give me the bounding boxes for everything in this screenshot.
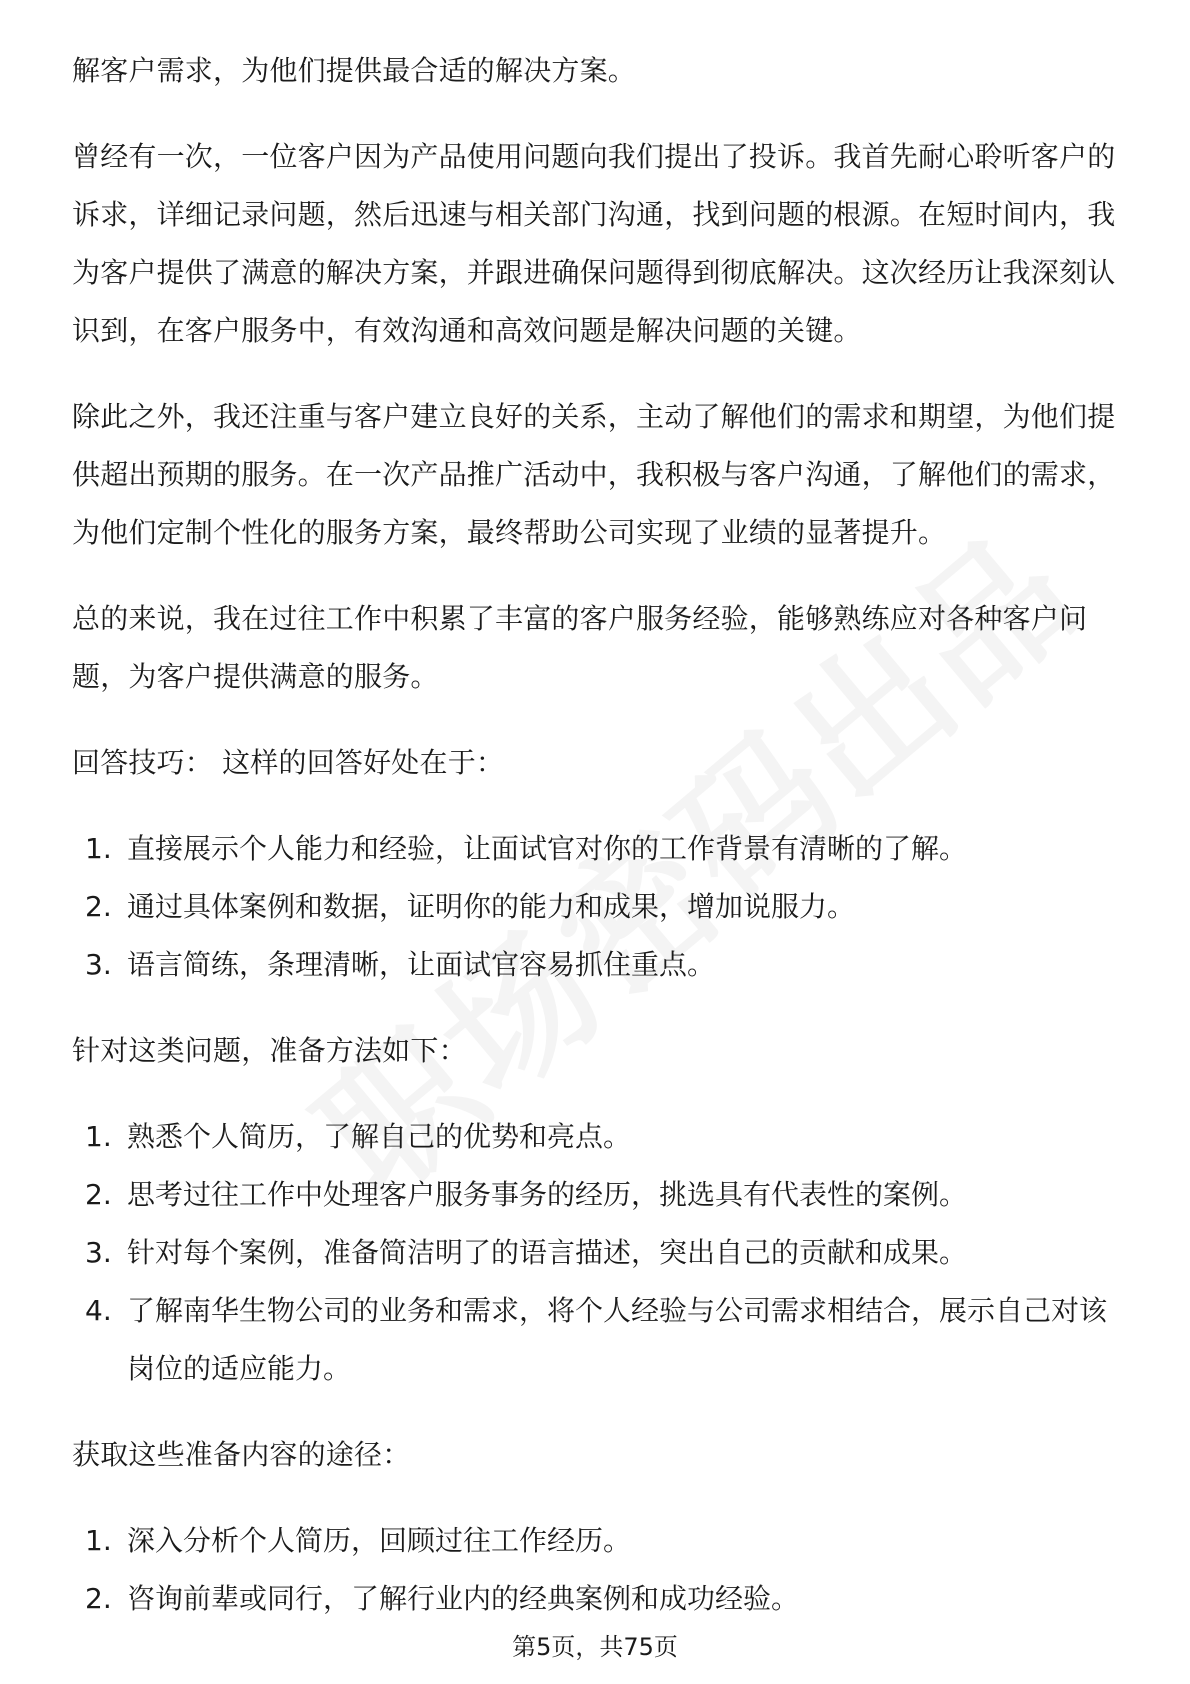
list-item: 2. 通过具体案例和数据，证明你的能力和成果，增加说服力。 bbox=[85, 890, 856, 923]
list-item: 3. 针对每个案例，准备简洁明了的语言描述，突出自己的贡献和成果。 bbox=[85, 1236, 968, 1269]
paragraph-relationship: 除此之外，我还注重与客户建立良好的关系，主动了解他们的需求和期望，为他们提供超出预期的服务。在一次产品推广活动中，我积极与客户沟通，了解他们的需求，为他们定制个性化的服务方案，最终帮助公司实现了业绩的显著提升。 bbox=[72, 400, 1116, 549]
source-heading: 获取这些准备内容的途径： bbox=[72, 1438, 411, 1471]
prep-list bbox=[72, 1108, 1118, 1398]
source-list bbox=[72, 1512, 1118, 1628]
list-item: 1. 熟悉个人简历，了解自己的优势和亮点。 bbox=[85, 1120, 632, 1153]
page-number: 第5页，共75页 bbox=[512, 1633, 678, 1661]
paragraph-complaint-case: 曾经有一次，一位客户因为产品使用问题向我们提出了投诉。我首先耐心聆听客户的诉求，详细记录问题，然后迅速与相关部门沟通，找到问题的根源。在短时间内，我为客户提供了满意的解决方案，并跟进确保问题得到彻底解决。这次经历让我深刻认识到，在客户服务中，有效沟通和高效问题是解决问题的关键。 bbox=[72, 140, 1116, 347]
tips-list bbox=[72, 820, 1118, 994]
list-item: 1. 深入分析个人简历，回顾过往工作经历。 bbox=[85, 1524, 632, 1557]
list-item: 2. 思考过往工作中处理客户服务事务的经历，挑选具有代表性的案例。 bbox=[85, 1178, 968, 1211]
tips-heading: 回答技巧： 这样的回答好处在于： bbox=[72, 746, 505, 779]
list-item: 3. 语言简练，条理清晰，让面试官容易抓住重点。 bbox=[85, 948, 716, 981]
document-page bbox=[72, 42, 1118, 1656]
prep-heading: 针对这类问题，准备方法如下： bbox=[72, 1034, 467, 1067]
list-item: 2. 咨询前辈或同行，了解行业内的经典案例和成功经验。 bbox=[85, 1582, 800, 1615]
paragraph-summary: 总的来说，我在过往工作中积累了丰富的客户服务经验，能够熟练应对各种客户问题，为客户提供满意的服务。 bbox=[72, 602, 1088, 693]
list-item: 1. 直接展示个人能力和经验，让面试官对你的工作背景有清晰的了解。 bbox=[85, 832, 968, 865]
paragraph-intro-tail: 解客户需求，为他们提供最合适的解决方案。 bbox=[72, 54, 637, 87]
list-item: 4. 了解南华生物公司的业务和需求，将个人经验与公司需求相结合，展示自己对该岗位的适应能力。 bbox=[85, 1294, 1108, 1385]
